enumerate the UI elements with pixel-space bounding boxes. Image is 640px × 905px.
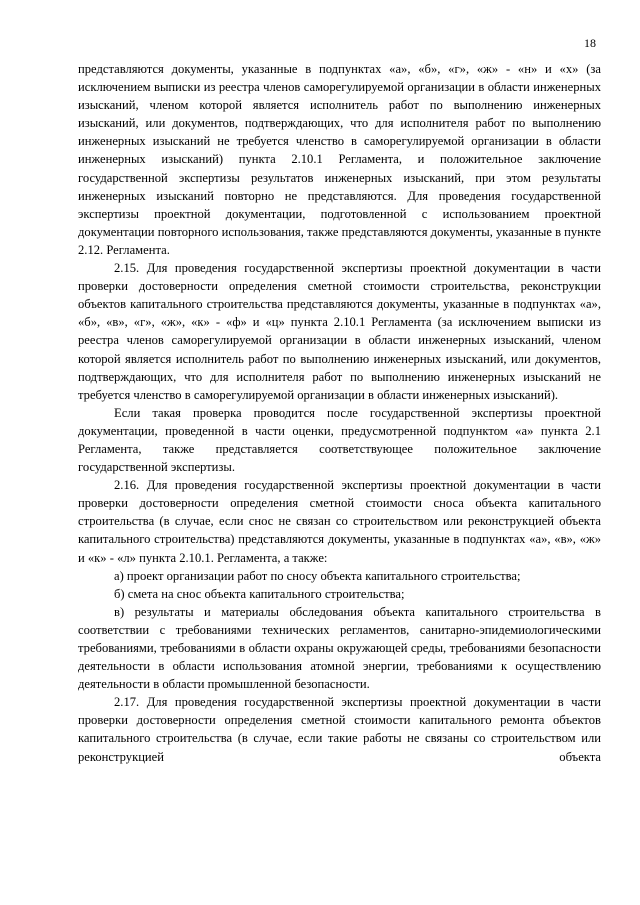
paragraph-continuation: представляются документы, указанные в подпунктах «а», «б», «г», «ж» - «н» и «х» (за исключением выписки из реестра членов саморегулируемой организации в области инженерных изысканий, членом которой является исполнитель работ по выполнению инженерных изысканий, или документов, подтверждающих, что для исполнителя работ по выполнению инженерных изысканий не требуется членство в саморегулируемой организации в области инженерных изысканий) пункта 2.10.1 Регламента, и положительное заключение государственной экспертизы результатов инженерных изысканий, при этом результаты инженерных изысканий повторно не представляются. Для проведения государственной экспертизы проектной документации, подготовленной с использованием проектной документации повторного использования, также представляются документы, указанные в пункте 2.12. Регламента. xyxy=(78,62,601,257)
list-item-v: в) результаты и материалы обследования объекта капитального строительства в соответствии с требованиями технических регламентов, санитарно-эпидемиологическими требованиями, требованиями в области охраны окружающей среды, требованиями безопасности деятельности в области использования атомной энергии, требованиями к осуществлению деятельности в области промышленной безопасности. xyxy=(78,604,601,692)
list-item-a: а) проект организации работ по сносу объекта капитального строительства; xyxy=(114,568,521,583)
paragraph-2-16: 2.16. Для проведения государственной экспертизы проектной документации в части проверки достоверности определения сметной стоимости сноса объекта капитального строительства (в случае, если снос не связан со строительством или реконструкцией объекта капитального строительства) представляются документы, указанные в подпунктах «а», «в», «ж» и «к» - «л» пункта 2.10.1. Регламента, а также: xyxy=(78,478,601,565)
paragraph-2-15-note: Если такая проверка проводится после государственной экспертизы проектной документации, проведенной в части оценки, предусмотренной подпунктом «а» пункта 2.1 Регламента, также представляется соответствующее положительное заключение государственной экспертизы. xyxy=(78,405,601,475)
paragraph-2-15: 2.15. Для проведения государственной экспертизы проектной документации в части проверки достоверности определения сметной стоимости строительства, реконструкции объектов капитального строительства представляются документы, указанные в подпунктах «а», «б», «в», «г», «ж», «к» - «ф» и «ц» пункта 2.10.1 Регламента (за исключением выписки из реестра членов саморегулируемой организации в области инженерных изысканий, членом которой является исполнитель работ по выполнению инженерных изысканий, или документов, подтверждающих, что для исполнителя работ по выполнению инженерных изысканий не требуется членство в саморегулируемой организации в области инженерных изысканий). xyxy=(78,261,601,402)
page-number: 18 xyxy=(584,36,596,50)
list-item-b: б) смета на снос объекта капитального строительства; xyxy=(114,586,405,601)
document-body xyxy=(78,60,601,766)
paragraph-2-17: 2.17. Для проведения государственной экспертизы проектной документации в части проверки достоверности определения сметной стоимости капитального ремонта объектов капитального строительства (в случае, если такие работы не связаны со строительством или реконструкцией объекта xyxy=(78,695,601,764)
